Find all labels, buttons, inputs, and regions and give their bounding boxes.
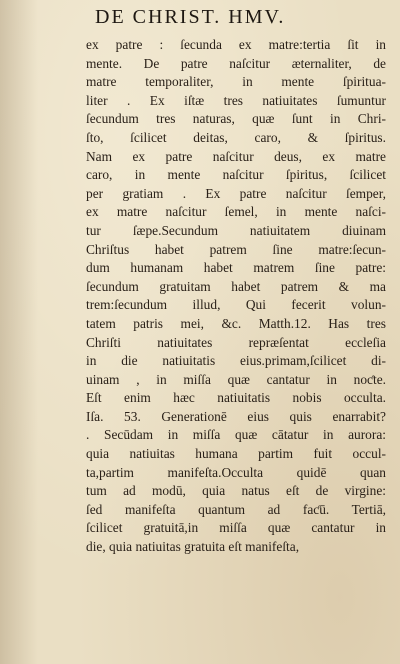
body-text (86, 36, 386, 557)
text-line: . Secūdam in miſſa quæ cātatur in aurora: (86, 427, 386, 443)
text-line: ſed manifeſta quantum ad faƈū. Tertiā, (86, 501, 386, 517)
text-line: Nam ex patre naſcitur deus, ex matre (86, 148, 386, 164)
text-line: tur ſæpe.Secundum natiuitatem diuinam (86, 222, 386, 238)
text-line: die, quia natiuitas gratuita eſt manifeſta, (86, 539, 300, 555)
text-line: ex matre naſcitur ſemel, in mente naſci- (86, 204, 386, 220)
text-line: quia natiuitas humana partim fuit occul- (86, 446, 386, 462)
text-line: caro, in mente naſcitur ſpiritus, ſcilicet (86, 167, 386, 183)
text-line: uinam , in miſſa quæ cantatur in noƈte. (86, 371, 386, 387)
text-line: per gratiam . Ex patre naſcitur ſemper, (86, 185, 386, 201)
text-line: mente. De patre naſcitur æternaliter, de (86, 55, 386, 71)
text-line: Iſa. 53. Generationē eius quis enarrabit? (86, 408, 386, 424)
text-line: matre temporaliter, in mente ſpiritua- (86, 74, 386, 90)
text-line: ta,partim manifeſta.Occulta quidē quan (86, 464, 386, 480)
text-line: liter . Ex iſtæ tres natiuitates ſumuntur (86, 92, 386, 108)
running-head: DE CHRIST. HMV. (95, 6, 286, 28)
text-line: tatem patris mei, &c. Matth.12. Has tres (86, 315, 386, 331)
text-line: tum ad modū, quia natus eſt de virgine: (86, 483, 386, 499)
text-line: ſecundum gratuitam habet patrem & ma (86, 278, 386, 294)
text-line: ex patre : ſecunda ex matre:tertia ſit in (86, 37, 386, 52)
text-line: trem:ſecundum illud, Qui fecerit volun- (86, 297, 386, 313)
text-line: in die natiuitatis eius.primam,ſcilicet di- (86, 353, 386, 369)
text-line: Chriſtus habet patrem ſine matre:ſecun- (86, 241, 386, 257)
text-line: dum humanam habet matrem ſine patre: (86, 260, 386, 276)
text-line: ſto, ſcilicet deitas, caro, & ſpiritus. (86, 129, 386, 145)
text-line: ſecundum tres naturas, quæ ſunt in Chri- (86, 111, 386, 127)
gutter-shadow (0, 0, 38, 664)
text-line: ſcilicet gratuitā,in miſſa quæ cantatur in (86, 520, 386, 536)
text-line: Eſt enim hæc natiuitatis nobis occulta. (86, 390, 386, 406)
text-line: Chriſti natiuitates repræſentat eccleſia (86, 334, 386, 350)
